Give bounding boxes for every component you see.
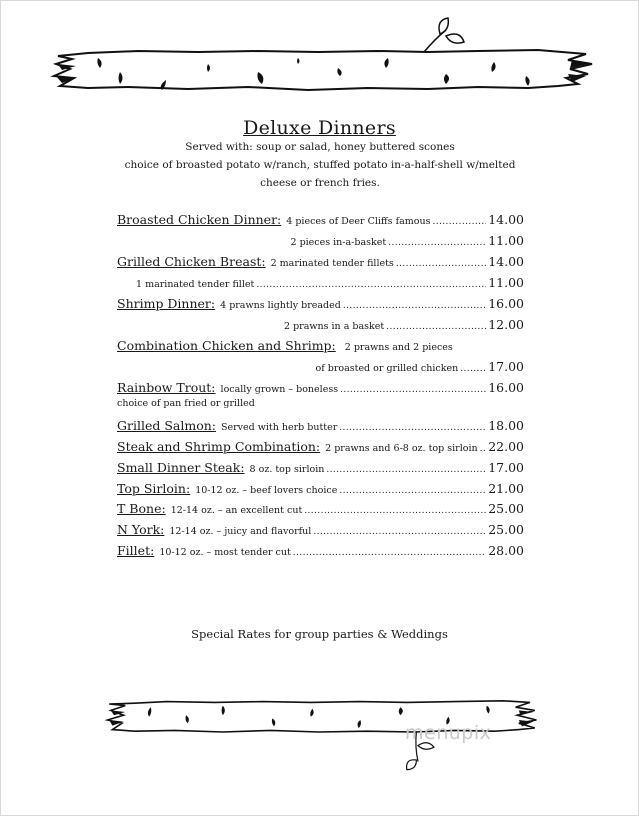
served-with-line-1: Served with: soup or salad, honey buttered scones [185,141,455,153]
menu-item-desc: 2 prawns in a basket [284,321,385,332]
menu-section-title: Deluxe Dinners [243,117,396,139]
menu-item-grilled-chicken [117,254,524,272]
menu-item-name: Grilled Chicken Breast: [117,254,266,269]
dot-leader [340,385,486,395]
menu-item-grilled-salmon [117,418,524,436]
menu-item-rainbow-trout [117,380,524,398]
menu-item-combination-option [117,359,524,377]
dot-leader [432,217,486,227]
dot-leader [396,259,486,269]
menu-item-desc: 2 prawns and 2 pieces [344,342,453,353]
menu-item-desc: 12-14 oz. – an excellent cut [170,505,303,516]
menu-item-small-dinner-steak [117,460,524,478]
menu-item-name: Fillet: [117,543,155,558]
menu-item-broasted-chicken [117,212,524,230]
menu-item-desc: locally grown – boneless [220,384,339,395]
menu-item-name: Combination Chicken and Shrimp: [117,338,336,353]
menu-item-desc: 4 prawns lightly breaded [220,300,341,311]
menu-item-price: 21.00 [488,481,524,496]
menu-item-name: Broasted Chicken Dinner: [117,212,282,227]
menu-item-grilled-chicken-single [136,275,524,293]
dot-leader [388,238,486,248]
menu-item-desc: 10-12 oz. – beef lovers choice [195,485,338,496]
dot-leader [460,364,486,374]
menu-item-shrimp-basket [117,317,524,335]
menu-item-rainbow-trout-option [117,398,524,416]
menu-item-price: 28.00 [488,543,524,558]
menu-item-desc: 8 oz. top sirloin [249,464,325,475]
birch-log-bottom-illustration [48,696,596,776]
menupix-watermark: menupix [405,722,492,744]
menu-item-price: 11.00 [488,275,524,290]
menu-item-shrimp-dinner [117,296,524,314]
menu-item-steak-shrimp-combination [117,439,524,457]
menu-item-t-bone [117,501,524,519]
menu-item-desc: of broasted or grilled chicken [315,363,459,374]
menu-item-desc: choice of pan fried or grilled [117,398,255,409]
menu-item-top-sirloin [117,481,524,499]
dot-leader [343,301,486,311]
menu-item-name: Steak and Shrimp Combination: [117,439,321,454]
menu-item-price: 17.00 [488,460,524,475]
dot-leader [386,322,486,332]
menu-item-price: 14.00 [488,212,524,227]
menu-item-price: 11.00 [488,233,524,248]
menu-item-price: 17.00 [488,359,524,374]
menu-item-combination-chicken-shrimp [117,338,524,356]
menu-item-desc: 2 pieces in-a-basket [290,237,387,248]
dot-leader [313,527,486,537]
birch-log-top-illustration [48,14,596,94]
dot-leader [304,506,486,516]
dot-leader [339,486,486,496]
menu-item-price: 18.00 [488,418,524,433]
menu-item-price: 16.00 [488,296,524,311]
menu-item-price: 16.00 [488,380,524,395]
menu-item-price: 12.00 [488,317,524,332]
menu-item-n-york [117,522,524,540]
menu-item-price: 14.00 [488,254,524,269]
menu-item-price: 22.00 [488,439,524,454]
menu-item-price: 25.00 [488,522,524,537]
menu-item-fillet [117,543,524,561]
menu-item-desc: 4 pieces of Deer Cliffs famous [286,216,431,227]
menu-item-desc: 12-14 oz. – juicy and flavorful [169,526,312,537]
dot-leader [326,465,486,475]
dot-leader [480,444,487,454]
menu-item-desc: 1 marinated tender fillet [136,279,255,290]
dot-leader [256,280,486,290]
menu-item-broasted-chicken-basket [117,233,524,251]
menu-item-desc: 2 marinated tender fillets [270,258,394,269]
menu-item-name: N York: [117,522,165,537]
menu-item-name: Rainbow Trout: [117,380,216,395]
menu-item-desc: 2 prawns and 6-8 oz. top sirloin [325,443,478,454]
served-with-line-3: cheese or french fries. [260,177,380,189]
served-with-line-2: choice of broasted potato w/ranch, stuffed potato in-a-half-shell w/melted [124,159,516,171]
menu-item-name: Grilled Salmon: [117,418,216,433]
menu-item-name: Shrimp Dinner: [117,296,216,311]
menu-item-desc: 10-12 oz. – most tender cut [159,547,291,558]
menu-item-price: 25.00 [488,501,524,516]
menu-item-name: Small Dinner Steak: [117,460,245,475]
special-rates-note: Special Rates for group parties & Weddings [191,627,448,641]
menu-item-name: T Bone: [117,501,166,516]
dot-leader [293,548,486,558]
dot-leader [339,423,486,433]
menu-item-desc: Served with herb butter [220,422,338,433]
menu-item-name: Top Sirloin: [117,481,191,496]
